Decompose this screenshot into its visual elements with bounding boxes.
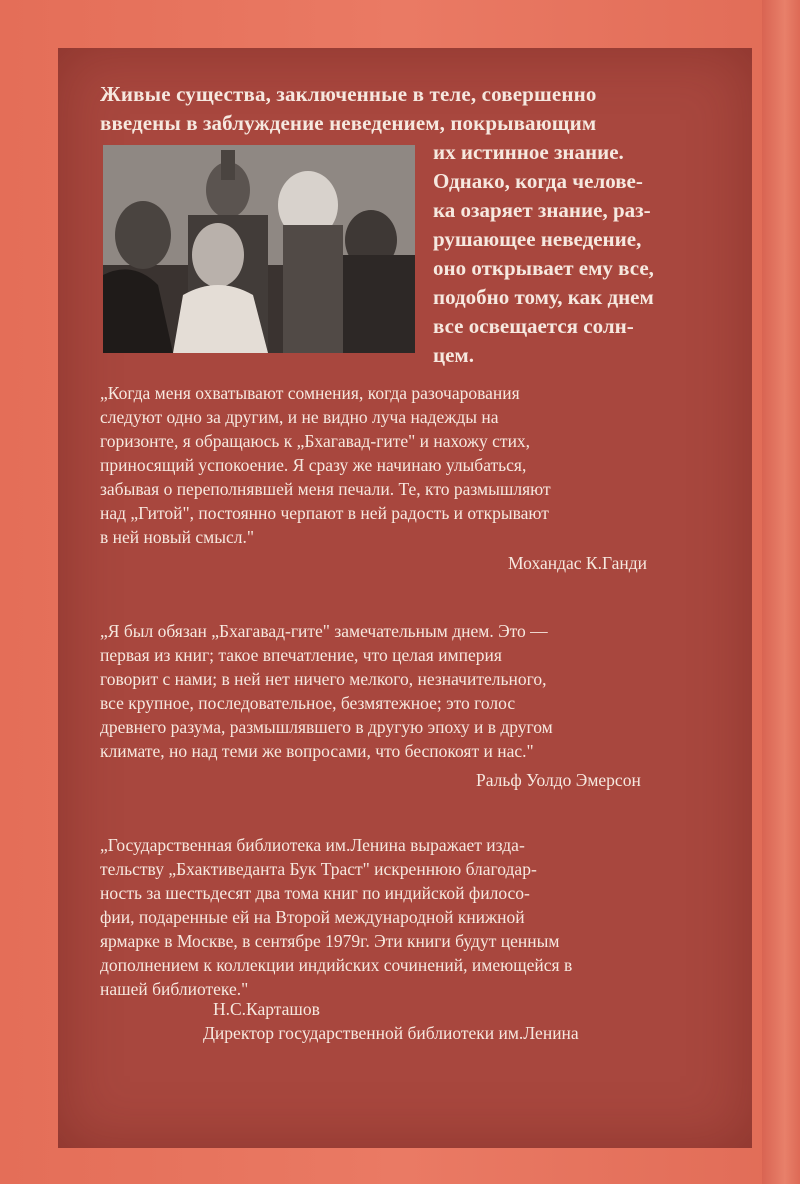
quote3-line-6: дополнением к коллекции индийских сочинений, имеющейся в [100,955,573,975]
quote1-line-1: „Когда меня охватывают сомнения, когда разочарования [100,383,520,403]
quote1-line-6: над „Гитой", постоянно черпают в ней радость и открывают [100,503,549,523]
cover-edge [762,0,800,1184]
intro-line-1: Живые существа, заключенные в теле, совершенно [100,82,597,106]
intro-line-2: введены в заблуждение неведением, покрывающим [100,111,597,135]
intro-line-8: подобно тому, как днем [433,285,654,309]
quote1-author: Мохандас К.Ганди [508,553,648,573]
quote1-line-4: приносящий успокоение. Я сразу же начинаю улыбаться, [100,455,527,475]
quote3-signer: Н.С.Карташов [213,999,320,1019]
content-panel [58,48,752,1148]
quote2-line-5: древнего разума, размышлявшего в другую эпоху и в другом [100,717,553,737]
quote2-line-1: „Я был обязан „Бхагавад-гите" замечательным днем. Это — [100,621,548,641]
intro-line-10: цем. [433,343,474,367]
intro-line-9: все освещается солн- [433,314,634,338]
quote2-line-2: первая из книг; такое впечатление, что целая империя [100,645,502,665]
quote2-line-4: все крупное, последовательное, безмятежное; это голос [100,693,516,713]
quote1-line-3: горизонте, я обращаюсь к „Бхагавад-гите" и нахожу стих, [100,431,531,451]
quote3-line-5: ярмарке в Москве, в сентябре 1979г. Эти книги будут ценным [100,931,560,951]
quote3-line-3: ность за шестьдесят два тома книг по индийской филосо- [100,883,530,903]
quote1-line-2: следуют одно за другим, и не видно луча надежды на [100,407,499,427]
quote3-line-2: тельству „Бхактиведанта Бук Траст" искреннюю благодар- [100,859,537,879]
quote2-line-6: климате, но над теми же вопросами, что беспокоят и нас." [100,741,534,761]
intro-line-6: рушающее неведение, [433,227,642,251]
intro-line-3: их истинное знание. [433,140,624,164]
quote1-line-7: в ней новый смысл." [100,527,255,547]
quote3-line-7: нашей библиотеке." [100,979,249,999]
intro-line-7: оно открывает ему все, [433,256,654,280]
quote1-line-5: забывая о переполнявшей меня печали. Те, кто размышляют [100,479,551,499]
quote2-author: Ральф Уолдо Эмерсон [476,770,641,790]
photo-cathedral-icon [103,145,415,353]
intro-line-4: Однако, когда челове- [433,169,643,193]
intro-line-5: ка озаряет знание, раз- [433,198,651,222]
quote3-signer-title: Директор государственной библиотеки им.Ленина [203,1023,579,1043]
quote3-line-1: „Государственная библиотека им.Ленина выражает изда- [100,835,525,855]
quote2-line-3: говорит с нами; в ней нет ничего мелкого, незначительного, [100,669,547,689]
quote3-line-4: фии, подаренные ей на Второй международной книжной [100,907,525,927]
